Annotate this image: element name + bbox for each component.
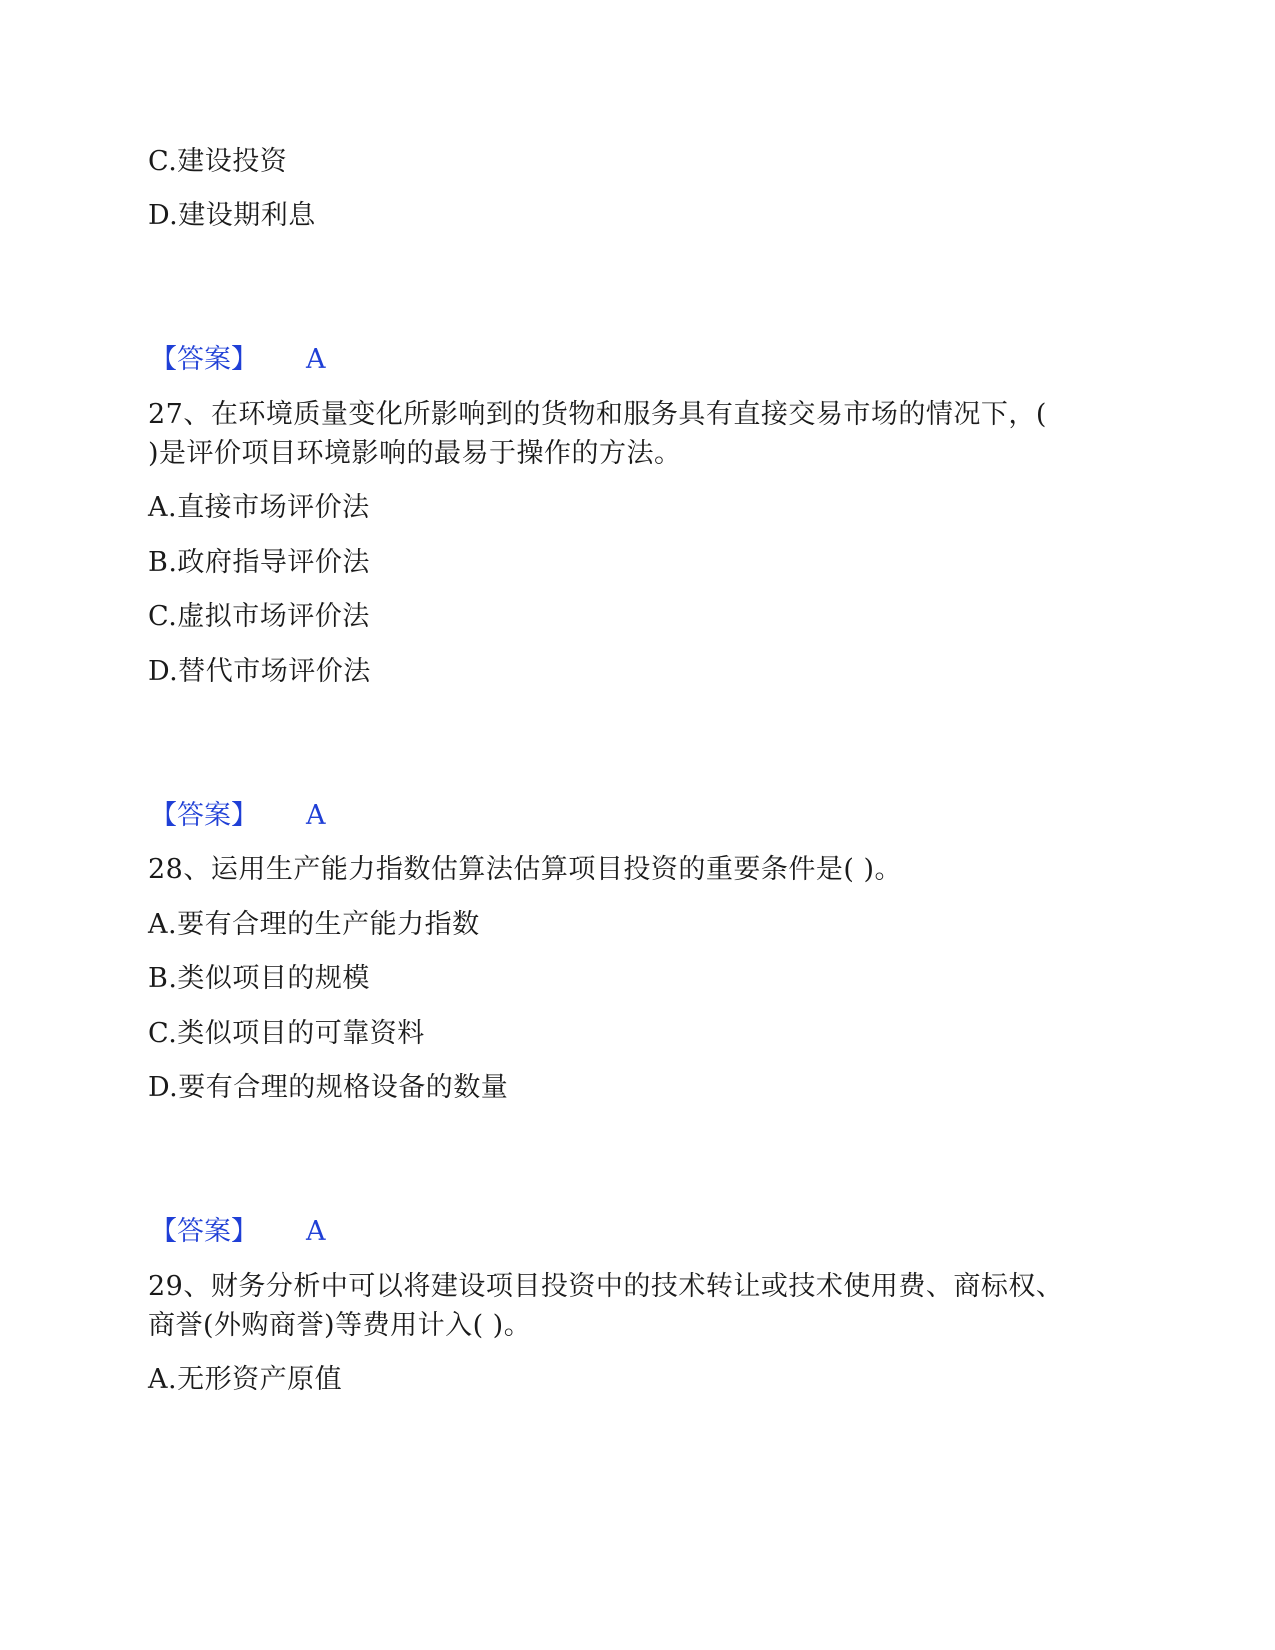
q28-option-c: C.类似项目的可靠资料 [148,1018,425,1049]
answer-value: A [306,800,326,831]
q28-stem-line-1: 28、运用生产能力指数估算法估算项目投资的重要条件是( )。 [148,854,903,885]
answer-label: 【答案】 [150,1216,258,1247]
q28-answer [150,1215,326,1249]
q29-stem-line-1: 29、财务分析中可以将建设项目投资中的技术转让或技术使用费、商标权、 [148,1271,1064,1302]
q26-option-c: C.建设投资 [148,146,288,177]
q28-option-b: B.类似项目的规模 [148,963,370,994]
q29-option-a: A.无形资产原值 [148,1364,343,1395]
answer-label: 【答案】 [150,800,258,831]
q29-stem-line-2: 商誉(外购商誉)等费用计入( )。 [148,1310,532,1341]
q27-stem-line-2: )是评价项目环境影响的最易于操作的方法。 [148,438,682,469]
q27-option-d: D.替代市场评价法 [148,656,371,687]
answer-value: A [306,1216,326,1247]
answer-value: A [306,344,326,375]
answer-label: 【答案】 [150,344,258,375]
q27-stem-line-1: 27、在环境质量变化所影响到的货物和服务具有直接交易市场的情况下，( [148,399,1047,430]
q27-option-a: A.直接市场评价法 [148,492,370,523]
q28-option-a: A.要有合理的生产能力指数 [148,909,480,940]
q27-answer [150,799,326,833]
q27-option-b: B.政府指导评价法 [148,547,370,578]
q26-option-d: D.建设期利息 [148,200,316,231]
q26-answer [150,343,326,377]
q27-option-c: C.虚拟市场评价法 [148,601,370,632]
q28-option-d: D.要有合理的规格设备的数量 [148,1072,509,1103]
